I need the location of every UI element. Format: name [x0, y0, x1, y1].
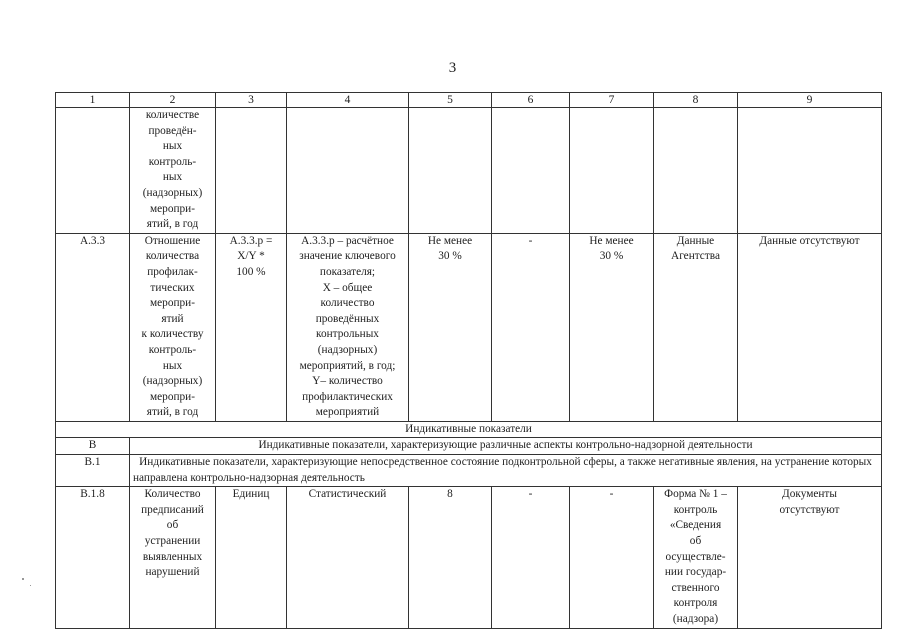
table-cell [409, 108, 492, 234]
section-heading: Индикативные показатели [56, 421, 882, 438]
formula-cell: Единиц [216, 487, 287, 628]
data-source-cell: Данные Агентства [654, 233, 738, 421]
column-number: 3 [216, 93, 287, 108]
table-cell [492, 108, 570, 234]
target-value-cell: Не менее 30 % [570, 233, 654, 421]
column-number: 1 [56, 93, 130, 108]
group-code-cell: В [56, 438, 130, 455]
indicator-row-a33 [56, 233, 882, 421]
column-number: 4 [287, 93, 409, 108]
documents-cell: Документы отсутствуют [738, 487, 882, 628]
table-cell [56, 108, 130, 234]
formula-cell: А.3.3.р = X/Y * 100 % [216, 233, 287, 421]
scan-speck [22, 578, 24, 580]
indicators-table [55, 92, 882, 629]
group-title-cell: Индикативные показатели, характеризующие различные аспекты контрольно-надзорной деятельности [130, 438, 882, 455]
target-value-cell: 8 [409, 487, 492, 628]
group-row-b [56, 438, 882, 455]
scan-speck [30, 585, 31, 586]
column-number: 5 [409, 93, 492, 108]
table-cell [738, 108, 882, 234]
group-code-cell: В.1 [56, 455, 130, 487]
column-number: 9 [738, 93, 882, 108]
table-cell: - [492, 487, 570, 628]
column-number: 6 [492, 93, 570, 108]
table-cell: - [570, 487, 654, 628]
documents-cell: Данные отсутствуют [738, 233, 882, 421]
indicator-code-cell: В.1.8 [56, 487, 130, 628]
group-row-b1 [56, 455, 882, 487]
target-value-cell: Не менее 30 % [409, 233, 492, 421]
data-source-cell: Форма № 1 – контроль «Сведения об осуществле- нии государ- ственного контроля (надзора) [654, 487, 738, 628]
indicator-code-cell: А.3.3 [56, 233, 130, 421]
column-number-row [56, 93, 882, 108]
group-title-cell: Индикативные показатели, характеризующие непосредственное состояние подконтрольной сферы, а также негативные явления, на устранение которых направлена контрольно-надзорная деятельность [130, 455, 882, 487]
description-cell: А.3.3.р – расчётное значение ключевого показателя; X – общее количество проведённых контрольных (надзорных) мероприятий, в год; Y– количество профилактических мероприятий [287, 233, 409, 421]
description-cell: Статистический [287, 487, 409, 628]
column-number: 2 [130, 93, 216, 108]
indicator-name-cell: Отношение количества профилак- тических меропри- ятий к количеству контроль- ных (надзорных) меропри- ятий, в год [130, 233, 216, 421]
continued-row [56, 108, 882, 234]
table-cell [654, 108, 738, 234]
column-number: 8 [654, 93, 738, 108]
table-cell [287, 108, 409, 234]
table-cell [570, 108, 654, 234]
table-cell [216, 108, 287, 234]
section-heading-row [56, 421, 882, 438]
indicator-name-cell: Количество предписаний об устранении выявленных нарушений [130, 487, 216, 628]
indicator-name-cell: количестве проведён- ных контроль- ных (надзорных) меропри- ятий, в год [130, 108, 216, 234]
table-cell: - [492, 233, 570, 421]
indicator-row-b18 [56, 487, 882, 628]
page-number: 3 [448, 60, 457, 76]
column-number: 7 [570, 93, 654, 108]
